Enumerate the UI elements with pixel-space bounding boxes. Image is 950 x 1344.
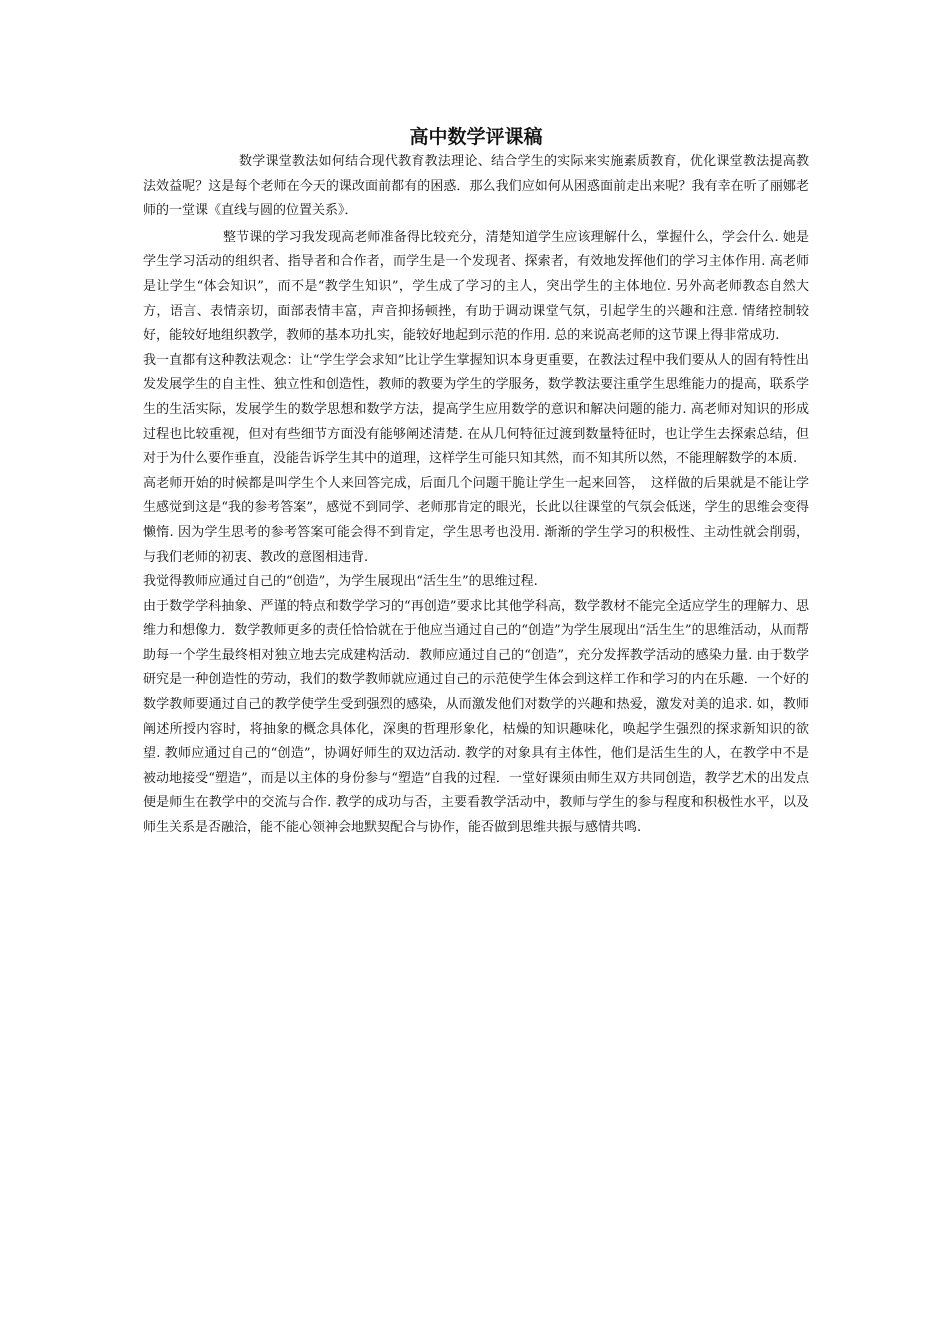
paragraph-lesson-review: 整节课的学习我发现高老师准备得比较充分，清楚知道学生应该理解什么，掌握什么，学会什么. 她是学生学习活动的组织者、指导者和合作者，而学生是一个发现者、探索者，有效地发挥他们的学习主体作用. 高老师是让学生“体会知识”，而不是“教学生知识”，学生成了学习的主人，突出学生的主体地位. 另外高老师教态自然大方，语言、表情亲切，面部表情丰富，声音抑扬顿挫，有助于调动课堂气氛，引起学生的兴趣和注意. 情绪控制较好，能较好地组织教学，教师的基本功扎实，能较好地起到示范的作用. 总的来说高老师的这节课上得非常成功.: [143, 229, 809, 344]
paragraph-intro: 数学课堂教法如何结合现代教育教法理论、结合学生的实际来实施素质教育，优化课堂教法提高教法效益呢？这是每个老师在今天的课改面前都有的困惑．那么我们应如何从困惑面前走出来呢？我有幸在听了丽娜老师的一堂课《直线与圆的位置关系》．: [143, 154, 809, 219]
paragraph-creation-statement: 我觉得教师应通过自己的“创造”，为学生展现出“活生生”的思维过程.: [143, 574, 538, 590]
paragraph-teaching-concept: 我一直都有这种教法观念：让“学生学会求知”比让学生掌握知识本身更重要，在教法过程中我们要从人的固有特性出发发展学生的自主性、独立性和创造性，教师的教要为学生的学服务，数学教法要注重学生思维能力的提高，联系学生的生活实际，发展学生的数学思想和数学方法，提高学生应用数学的意识和解决问题的能力. 高老师对知识的形成过程也比较重视，但对有些细节方面没有能够阐述清楚. 在从几何特征过渡到数量特征时，也让学生去探索总结，但对于为什么要作垂直，没能告诉学生其中的道理，这样学生可能只知其然，而不知其所以然，不能理解数学的本质.: [143, 352, 809, 467]
paragraph-creation-detail: 由于数学学科抽象、严谨的特点和数学学习的“再创造”要求比其他学科高，数学教材不能完全适应学生的理解力、思维力和想像力．数学教师更多的责任恰恰就在于他应当通过自己的“创造”为学生展现出“活生生”的思维活动，从而帮助每一个学生最终相对独立地去完成建构活动．教师应通过自己的“创造”，充分发挥教学活动的感染力量. 由于数学研究是一种创造性的劳动，我们的数学教师就应通过自己的示范使学生体会到这样工作和学习的内在乐趣．一个好的数学教师要通过自己的教学使学生受到强烈的感染，从而激发他们对数学的兴趣和热爱，激发对美的追求. 如，教师阐述所授内容时，将抽象的概念具体化，深奥的哲理形象化，枯燥的知识趣味化，唤起学生强烈的探求新知识的欲望. 教师应通过自己的“创造”，协调好师生的双边活动. 教学的对象具有主体性，他们是活生生的人，在教学中不是被动地接受“塑造”，而是以主体的身份参与“塑造”自我的过程．一堂好课须由师生双方共同创造，教学艺术的出发点便是师生在教学中的交流与合作. 教学的成功与否，主要看教学活动中，教师与学生的参与程度和积极性水平，以及师生关系是否融洽，能不能心领神会地默契配合与协作，能否做到思维共振与感情共鸣.: [143, 598, 809, 836]
document-page: [143, 124, 809, 841]
paragraph-questioning: 高老师开始的时候都是叫学生个人来回答完成，后面几个问题干脆让学生一起来回答， 这样做的后果就是不能让学生感觉到这是“我的参考答案”，感觉不到同学、老师那肯定的眼光，长此以往课堂的气氛会低迷，学生的思维会变得懒惰. 因为学生思考的参考答案可能会得不到肯定，学生思考也没用. 渐渐的学生学习的积极性、主动性就会削弱，与我们老师的初衷、教改的意图相违背.: [143, 475, 809, 565]
document-title: 高中数学评课稿: [409, 126, 543, 148]
